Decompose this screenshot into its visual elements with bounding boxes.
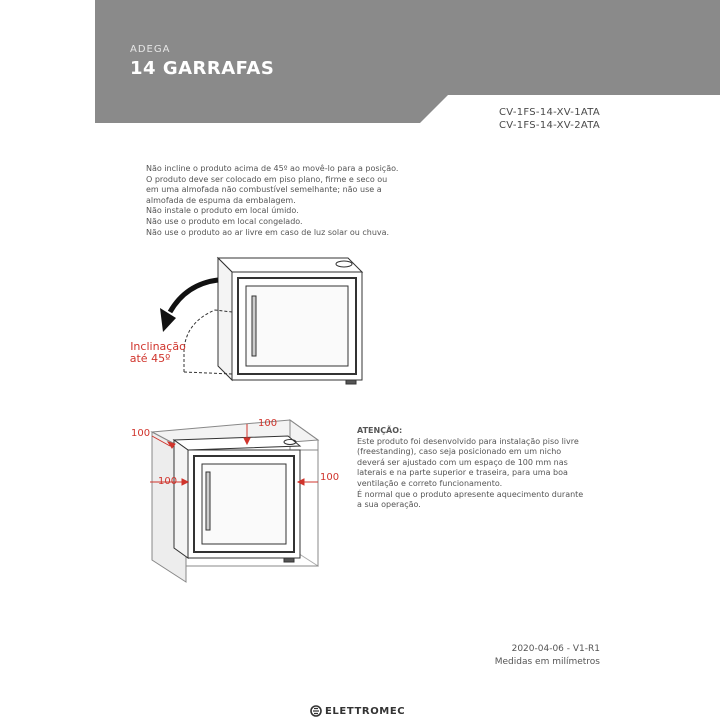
product-category: ADEGA (130, 44, 171, 55)
header-diagonal-cut (0, 0, 720, 123)
tilt-diagram (110, 250, 380, 390)
note-line: Não incline o produto acima de 45º ao movê-lo para a posição. (146, 164, 399, 173)
clearance-top-label: 100 (258, 418, 278, 429)
units-label: Medidas em milímetros (494, 657, 600, 667)
note-line: O produto deve ser colocado em piso plano, firme e seco ou (146, 174, 388, 184)
clearance-back-label: 100 (131, 428, 151, 439)
clearance-diagram (125, 410, 350, 585)
product-title: 14 GARRAFAS (130, 58, 275, 79)
attention-line: É normal que o produto apresente aquecimento durante (357, 489, 584, 499)
note-line: almofada de espuma da embalagem. (146, 195, 296, 205)
clearance-right-label: 100 (320, 472, 340, 483)
brand-logo (310, 705, 405, 717)
model-code: CV-1FS-14-XV-1ATA (499, 107, 600, 118)
version-label: 2020-04-06 - V1-R1 (511, 644, 600, 654)
brand-mark-icon (310, 705, 322, 717)
note-line: em uma almofada não combustível semelhante; não use a (146, 185, 382, 195)
attention-line: laterais e na parte superior e traseira, para uma boa (357, 468, 568, 478)
attention-note (357, 426, 607, 511)
installation-notes (146, 164, 416, 238)
model-code: CV-1FS-14-XV-2ATA (499, 120, 600, 131)
attention-line: Este produto foi desenvolvido para instalação piso livre (357, 436, 579, 446)
note-line: Não use o produto ao ar livre em caso de luz solar ou chuva. (146, 227, 390, 237)
tilt-label-line1: Inclinação (130, 340, 186, 353)
attention-line: ventilação e correto funcionamento. (357, 478, 503, 488)
attention-line: a sua operação. (357, 500, 421, 510)
clearance-left-label: 100 (158, 476, 178, 487)
attention-line: deverá ser ajustado com um espaço de 100 mm nas (357, 457, 568, 467)
note-line: Não use o produto em local congelado. (146, 216, 303, 226)
attention-title: ATENÇÃO: (357, 426, 403, 435)
document-footer (495, 643, 600, 669)
note-line: Não instale o produto em local úmido. (146, 206, 299, 216)
tilt-label-line2: até 45º (129, 352, 171, 365)
brand-name: ELETTROMEC (325, 705, 406, 717)
model-list (499, 106, 600, 132)
attention-line: (freestanding), caso seja posicionado em um nicho (357, 447, 562, 457)
